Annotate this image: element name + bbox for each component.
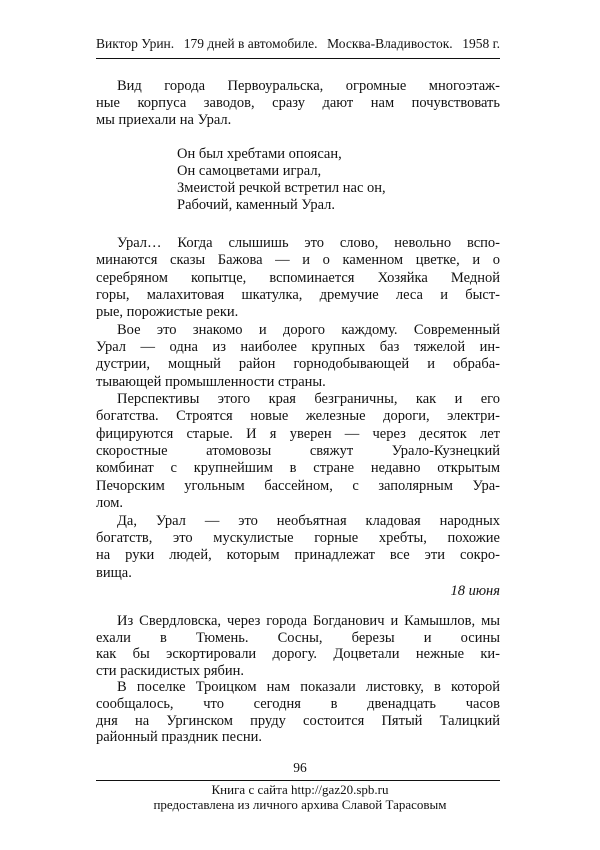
text-line: Перспективы этого края безграничны, как и его xyxy=(117,391,500,408)
header-title: 179 дней в автомобиле. xyxy=(183,36,318,51)
header-route: Москва-Владивосток. xyxy=(327,36,453,51)
text-line: ехали в Тюмень. Сосны, березы и осины xyxy=(96,629,500,646)
text-line: районный праздник песни. xyxy=(96,729,262,746)
paragraph xyxy=(96,78,500,129)
text-line: фицируются старые. И я уверен — через десяток лет xyxy=(96,425,500,442)
text-line: мы приехали на Урал. xyxy=(96,112,232,128)
text-line: горы, малахитовая шкатулка, дремучие леса и быст- xyxy=(96,287,500,304)
text-line: В поселке Троицком нам показали листовку, в которой xyxy=(117,679,500,696)
text-line: дня на Ургинском пруду состоится Пятый Талицкий xyxy=(96,712,500,729)
text-line: скоростные атомовозы свяжут Урало-Кузнецкий xyxy=(96,443,500,460)
text-line: минаются сказы Бажова — и о каменном цветке, и о xyxy=(96,252,500,269)
text-line: лом. xyxy=(96,495,124,512)
text-block-top xyxy=(96,78,500,129)
page-number: 96 xyxy=(293,760,307,775)
text-line: вища. xyxy=(96,564,132,581)
text-line: Урал — одна из наиболее крупных баз тяжелой ин- xyxy=(96,339,500,356)
text-line: Да, Урал — это необъятная кладовая народных xyxy=(117,512,500,529)
paragraph xyxy=(96,613,500,679)
text-line: богатств, это мускулистые горные хребты, похожие xyxy=(96,529,500,546)
poem-line: Он самоцветами играл, xyxy=(177,163,322,179)
poem-line: Он был хребтами опоясан, xyxy=(177,146,342,162)
text-line: рые, порожистые реки. xyxy=(96,304,239,321)
text-line: Вид города Первоуральска, огромные многоэтаж- xyxy=(117,78,500,94)
paragraph xyxy=(96,513,500,582)
text-line: серебряном копытце, вспоминается Хозяйка Медной xyxy=(96,269,500,286)
text-line: сти раскидистых рябин. xyxy=(96,662,245,679)
text-block-main xyxy=(96,235,500,582)
poem xyxy=(177,146,386,214)
paragraph xyxy=(96,322,500,391)
header-author: Виктор Урин. xyxy=(96,36,175,51)
footer-line-2: предоставлена из личного архива Славой Тарасовым xyxy=(153,797,447,812)
text-line: Вое это знакомо и дорого каждому. Современный xyxy=(117,321,500,338)
diary-date: 18 июня xyxy=(450,583,500,599)
paragraph xyxy=(96,391,500,512)
footer-rule xyxy=(96,780,500,781)
text-line: как бы эскортировали дорогу. Доцветали нежные ки- xyxy=(96,646,500,663)
text-block-bottom xyxy=(96,613,500,746)
text-line: комбинат с крупнейшим в стране недавно открытым xyxy=(96,460,500,477)
text-line: Печорским угольным бассейном, с заполярным Ура- xyxy=(96,477,500,494)
text-line: богатства. Строятся новые железные дороги, электри- xyxy=(96,408,500,425)
text-line: тывающей промышленности страны. xyxy=(96,373,326,390)
text-line: на руки людей, которым принадлежат все эти сокро- xyxy=(96,547,500,564)
footer-line-1: Книга с сайта http://gaz20.spb.ru xyxy=(211,782,389,797)
paragraph xyxy=(96,679,500,745)
poem-line: Змеистой речкой встретил нас он, xyxy=(177,180,386,196)
text-line: ные корпуса заводов, сразу дают нам почувствовать xyxy=(96,95,500,111)
header-year: 1958 г. xyxy=(462,36,500,51)
text-line: Из Свердловска, через города Богданович и Камышлов, мы xyxy=(117,613,500,629)
paragraph xyxy=(96,235,500,322)
running-header xyxy=(96,36,500,52)
poem-line: Рабочий, каменный Урал. xyxy=(177,197,335,213)
text-line: Урал… Когда слышишь это слово, невольно вспо- xyxy=(117,235,500,251)
text-line: сообщалось, что сегодня в двенадцать часов xyxy=(96,695,500,712)
text-line: дустрии, мощный район горнодобывающей и обраба- xyxy=(96,356,500,373)
header-rule xyxy=(96,58,500,59)
